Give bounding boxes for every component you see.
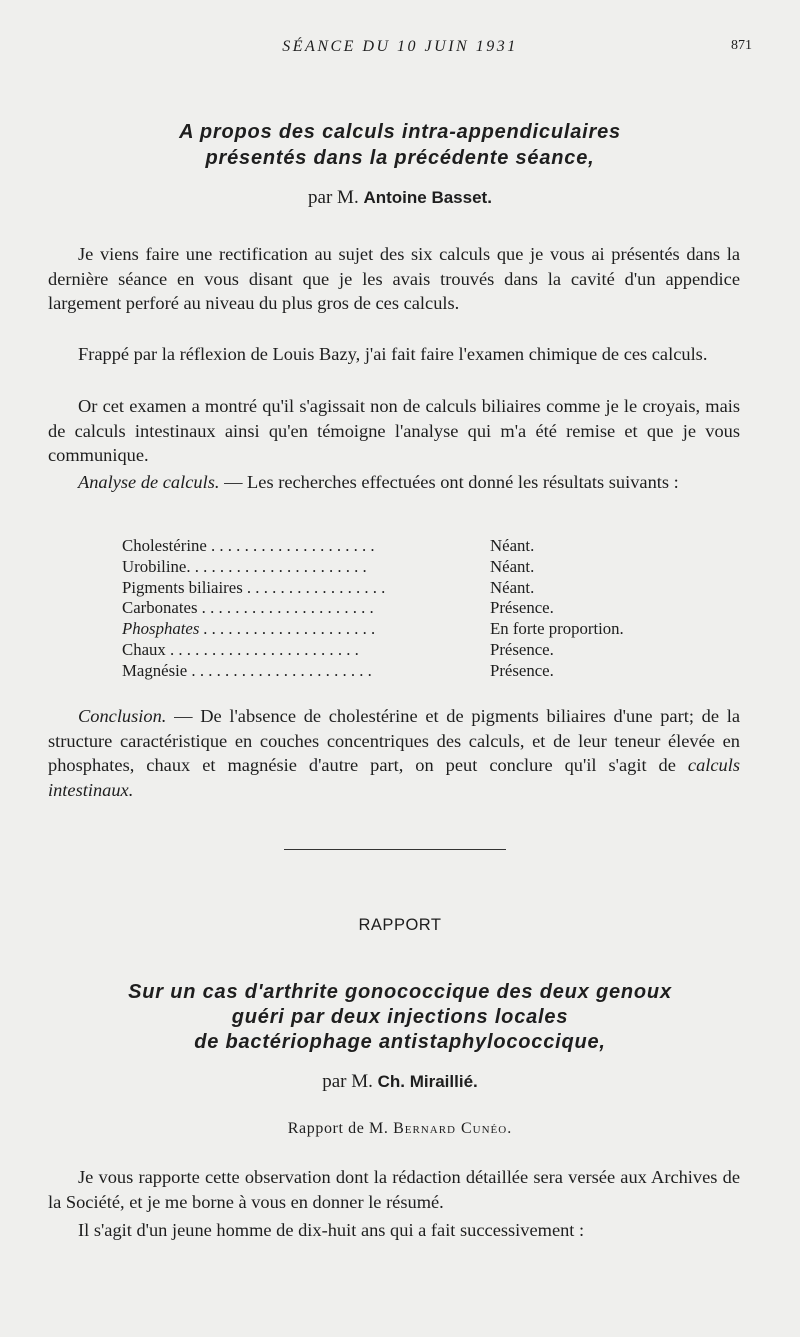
- analysis-value: Présence.: [490, 639, 554, 659]
- analysis-value: Néant.: [490, 556, 535, 576]
- running-header: [0, 38, 800, 62]
- analysis-value: Néant.: [490, 536, 535, 555]
- article2-title-line1: Sur un cas d'arthrite gonococcique des deux genoux: [128, 981, 672, 1003]
- article2-title-line2: guéri par deux injections locales: [231, 1006, 569, 1028]
- analysis-label: Phosphates . . . . . . . . . . . . . . . . . . . . .: [122, 619, 376, 639]
- section-heading: RAPPORT: [358, 916, 442, 934]
- page-number: 871: [731, 38, 752, 53]
- analysis-label: Cholestérine . . . . . . . . . . . . . . . . . . . .: [122, 536, 375, 555]
- analysis-label: Pigments biliaires . . . . . . . . . . . . . . . . .: [122, 577, 386, 597]
- rapporteur-line: [0, 1120, 800, 1138]
- section-divider: [284, 849, 506, 850]
- article2-paragraph-2: Il s'agit d'un jeune homme de dix-huit ans qui a fait successivement :: [78, 1220, 585, 1240]
- analysis-label: Urobiline. . . . . . . . . . . . . . . . . . . . . .: [122, 556, 367, 576]
- article1-paragraph-1: Je viens faire une rectification au sujet des six calculs que je vous ai présentés dans la dernière séance en vous disant que je les avais trouvés dans la cavité d'un appendice largement perforé au niveau du plus gros de ces calculs.: [48, 244, 740, 314]
- rapporteur-prefix: Rapport de M.: [287, 1120, 389, 1137]
- article1-title-line2: présentés dans la précédente séance,: [205, 147, 595, 169]
- article2-byline: [0, 1071, 800, 1093]
- table-row: [122, 536, 682, 557]
- byline-prefix: par M.: [308, 187, 359, 208]
- author-name: Antoine Basset.: [363, 188, 492, 207]
- article1-paragraph-2: Frappé par la réflexion de Louis Bazy, j'ai fait faire l'examen chimique de ces calculs.: [78, 344, 708, 364]
- analysis-label: Carbonates . . . . . . . . . . . . . . . . . . . . .: [122, 598, 374, 618]
- table-row: [122, 619, 682, 640]
- article1-paragraph-4: Analyse de calculs. — Les recherches effectuées ont donné les résultats suivants :: [78, 472, 679, 492]
- article2-paragraph-1: Je vous rapporte cette observation dont la rédaction détaillée sera versée aux Archives de la Société, et je me borne à vous en donner le résumé.: [48, 1167, 740, 1212]
- analysis-value: Néant.: [490, 577, 535, 597]
- analysis-value: Présence.: [490, 660, 554, 680]
- table-row: [122, 661, 682, 682]
- article1-title-line1: A propos des calculs intra-appendiculaires: [179, 121, 621, 143]
- table-row: [122, 578, 682, 599]
- byline-prefix: par M.: [322, 1071, 373, 1092]
- article2-title-line3: de bactériophage antistaphylococcique,: [194, 1031, 606, 1053]
- analysis-label: Chaux . . . . . . . . . . . . . . . . . . . . . . .: [122, 639, 359, 659]
- analysis-value: Présence.: [490, 598, 554, 618]
- article1-paragraph-3: Or cet examen a montré qu'il s'agissait non de calculs biliaires comme je le croyais, mais de calculs intestinaux ainsi qu'en témoigne l'analyse qui m'a été remise et que je vous communique.: [48, 396, 740, 466]
- running-title: SÉANCE DU 10 JUIN 1931: [282, 38, 518, 55]
- analysis-label: Magnésie . . . . . . . . . . . . . . . . . . . . . .: [122, 660, 372, 680]
- article1-byline: [0, 187, 800, 209]
- analysis-table: [122, 536, 682, 682]
- table-row: [122, 640, 682, 661]
- author-name: Ch. Miraillié.: [377, 1072, 478, 1091]
- rapporteur-name: Bernard Cunéo.: [393, 1120, 513, 1137]
- table-row: [122, 598, 682, 619]
- table-row: [122, 557, 682, 578]
- analysis-value: En forte proportion.: [490, 619, 624, 639]
- article1-conclusion: Conclusion. — De l'absence de cholestérine et de pigments biliaires d'une part; de la structure caractéristique en couches concentriques des calculs, et de leur teneur élevée en phosphates, chaux et magnésie d'autre part, on peut conclure qu'il s'agit de calculs intestinaux.: [48, 706, 740, 800]
